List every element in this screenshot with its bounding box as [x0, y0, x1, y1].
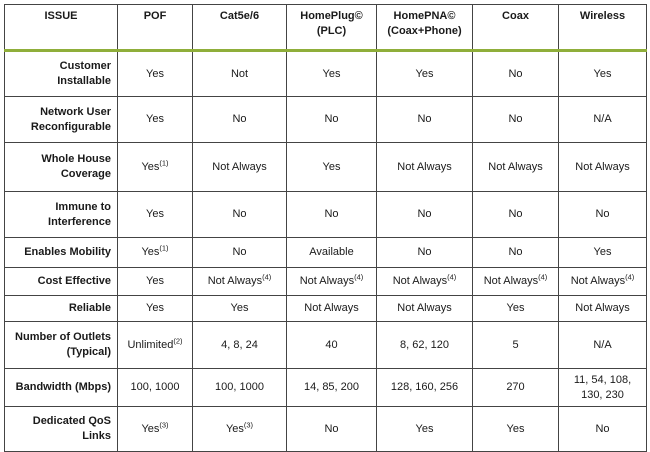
footnote-ref: (1): [159, 243, 169, 253]
cell-homepna: [377, 296, 473, 322]
cell-wireless: [559, 268, 647, 296]
cell-value: Yes: [146, 67, 164, 80]
footnote-ref: (4): [262, 272, 272, 282]
cell-wireless: [559, 238, 647, 268]
issue-label: Dedicated QoS Links: [5, 407, 118, 452]
cell-value: No: [508, 67, 523, 80]
cell-value: Yes: [322, 67, 341, 80]
table-row: [5, 143, 647, 192]
cell-value: Yes: [141, 160, 160, 173]
cell-value: No: [508, 208, 523, 220]
cell-homepna: [377, 143, 473, 192]
footnote-ref: (3): [243, 419, 254, 429]
cell-wireless: [559, 407, 647, 452]
cell-homepna: [377, 192, 473, 238]
cell-value: Yes: [506, 422, 525, 435]
cell-value: No: [417, 113, 432, 125]
cell-cat5e: [193, 51, 287, 97]
cell-wireless: [559, 143, 647, 192]
cell-value: 4, 8, 24: [221, 338, 258, 351]
cell-wireless: [559, 296, 647, 322]
cell-pof: [118, 192, 193, 238]
cell-value: No: [417, 208, 432, 220]
cell-wireless: [559, 51, 647, 97]
cell-homeplug: [287, 238, 377, 268]
cell-homeplug: [287, 369, 377, 407]
cell-value: Not Always: [570, 275, 626, 287]
cell-value: Not Always: [212, 160, 267, 173]
cell-coax: [473, 268, 559, 296]
cell-pof: [118, 238, 193, 268]
cell-value: Not Always: [392, 275, 448, 287]
cell-value: Not Always: [304, 302, 359, 314]
cell-value: Yes: [141, 246, 160, 258]
cell-cat5e: [193, 322, 287, 369]
cell-coax: [473, 192, 559, 238]
cell-homepna: [377, 268, 473, 296]
cell-value: Yes: [593, 246, 612, 258]
cell-value: Yes: [141, 422, 160, 435]
cell-value: Not Always: [397, 160, 452, 173]
header-pof: POF: [118, 5, 193, 51]
cell-pof: [118, 143, 193, 192]
footnote-ref: (1): [159, 157, 169, 167]
table-row: [5, 322, 647, 369]
cell-value: 8, 62, 120: [400, 338, 449, 351]
cell-pof: [118, 369, 193, 407]
cell-cat5e: [193, 143, 287, 192]
footnote-ref: (2): [173, 335, 183, 345]
header-issue: ISSUE: [5, 5, 118, 51]
table-row: [5, 51, 647, 97]
cell-homeplug: [287, 322, 377, 369]
cell-value: Available: [309, 246, 354, 258]
issue-label: Immune to Interference: [5, 192, 118, 238]
cell-wireless: [559, 192, 647, 238]
table-row: [5, 369, 647, 407]
cell-value: Yes: [146, 275, 164, 287]
cell-cat5e: [193, 238, 287, 268]
cell-coax: [473, 322, 559, 369]
cell-value: Not Always: [483, 275, 539, 287]
cell-value: Yes: [230, 302, 249, 314]
cell-value: Not Always: [299, 275, 355, 287]
cell-value: Yes: [225, 422, 244, 435]
cell-value: Yes: [593, 67, 612, 80]
issue-label: Bandwidth (Mbps): [5, 369, 118, 407]
cell-value: 128, 160, 256: [390, 381, 459, 393]
cell-homeplug: [287, 296, 377, 322]
cell-coax: [473, 238, 559, 268]
issue-label: Number of Outlets (Typical): [5, 322, 118, 369]
cell-homeplug: [287, 97, 377, 143]
footnote-ref: (4): [538, 272, 548, 282]
cell-value: 100, 1000: [215, 381, 264, 393]
cell-cat5e: [193, 97, 287, 143]
cell-value: Yes: [146, 302, 164, 314]
cell-coax: [473, 143, 559, 192]
cell-value: No: [324, 113, 339, 125]
cell-value: Not Always: [207, 275, 263, 287]
cell-value: No: [232, 113, 247, 125]
cell-homepna: [377, 51, 473, 97]
cell-value: No: [232, 246, 247, 258]
cell-homepna: [377, 369, 473, 407]
header-homeplug: HomePlug© (PLC): [287, 5, 377, 51]
cell-value: 270: [506, 381, 525, 393]
cell-cat5e: [193, 296, 287, 322]
table-row: [5, 97, 647, 143]
cell-value: Not Always: [488, 160, 543, 173]
cell-value: 40: [325, 338, 338, 351]
cell-homeplug: [287, 51, 377, 97]
cell-value: Not Always: [397, 302, 452, 314]
header-homepna: HomePNA© (Coax+Phone): [377, 5, 473, 51]
issue-label: Customer Installable: [5, 51, 118, 97]
cell-pof: [118, 322, 193, 369]
cell-value: Not Always: [575, 302, 630, 314]
table-row: [5, 268, 647, 296]
cell-value: Yes: [322, 160, 341, 173]
footnote-ref: (4): [447, 272, 457, 282]
header-coax: Coax: [473, 5, 559, 51]
issue-label: Network User Reconfigurable: [5, 97, 118, 143]
cell-pof: [118, 296, 193, 322]
header-row: [5, 5, 647, 51]
cell-value: N/A: [593, 113, 612, 125]
cell-coax: [473, 296, 559, 322]
cell-wireless: [559, 369, 647, 407]
footnote-ref: (4): [625, 272, 635, 282]
cell-value: Not Always: [575, 160, 630, 173]
cell-value: Yes: [146, 208, 164, 220]
cell-coax: [473, 97, 559, 143]
cell-value: 14, 85, 200: [303, 381, 360, 393]
cell-value: No: [508, 246, 523, 258]
cell-homepna: [377, 238, 473, 268]
table-row: [5, 192, 647, 238]
cell-value: No: [595, 422, 610, 435]
table-row: [5, 238, 647, 268]
cell-pof: [118, 97, 193, 143]
cell-value: 100, 1000: [130, 381, 180, 393]
cell-value: No: [595, 208, 610, 220]
issue-label: Reliable: [5, 296, 118, 322]
cell-cat5e: [193, 268, 287, 296]
cell-homepna: [377, 322, 473, 369]
cell-value: Yes: [506, 302, 525, 314]
cell-value: No: [508, 113, 523, 125]
cell-cat5e: [193, 192, 287, 238]
cell-homeplug: [287, 268, 377, 296]
cell-homepna: [377, 407, 473, 452]
issue-label: Cost Effective: [5, 268, 118, 296]
comparison-table-container: [4, 4, 646, 448]
cell-value: Not: [230, 67, 249, 80]
cell-coax: [473, 51, 559, 97]
cell-value: N/A: [593, 338, 612, 351]
table-row: [5, 407, 647, 452]
cell-value: No: [417, 246, 432, 258]
cell-pof: [118, 51, 193, 97]
cell-homepna: [377, 97, 473, 143]
cell-pof: [118, 268, 193, 296]
cell-wireless: [559, 322, 647, 369]
cell-homeplug: [287, 143, 377, 192]
footnote-ref: (4): [354, 272, 364, 282]
table-row: [5, 296, 647, 322]
issue-label: Enables Mobility: [5, 238, 118, 268]
cell-value: Yes: [415, 67, 434, 80]
cell-value: No: [324, 208, 339, 220]
cell-value: No: [324, 422, 339, 435]
cell-value: Unlimited: [127, 338, 174, 351]
network-comparison-table: [4, 4, 647, 452]
cell-value: 11, 54, 108, 130, 230: [573, 373, 632, 401]
cell-coax: [473, 369, 559, 407]
cell-coax: [473, 407, 559, 452]
cell-value: No: [232, 208, 247, 220]
cell-homeplug: [287, 192, 377, 238]
issue-label: Whole House Coverage: [5, 143, 118, 192]
header-wireless: Wireless: [559, 5, 647, 51]
cell-pof: [118, 407, 193, 452]
header-cat5e: Cat5e/6: [193, 5, 287, 51]
cell-cat5e: [193, 407, 287, 452]
cell-value: Yes: [415, 422, 434, 435]
cell-wireless: [559, 97, 647, 143]
cell-value: Yes: [146, 113, 164, 125]
cell-homeplug: [287, 407, 377, 452]
cell-value: 5: [512, 338, 519, 351]
footnote-ref: (3): [159, 419, 169, 429]
cell-cat5e: [193, 369, 287, 407]
